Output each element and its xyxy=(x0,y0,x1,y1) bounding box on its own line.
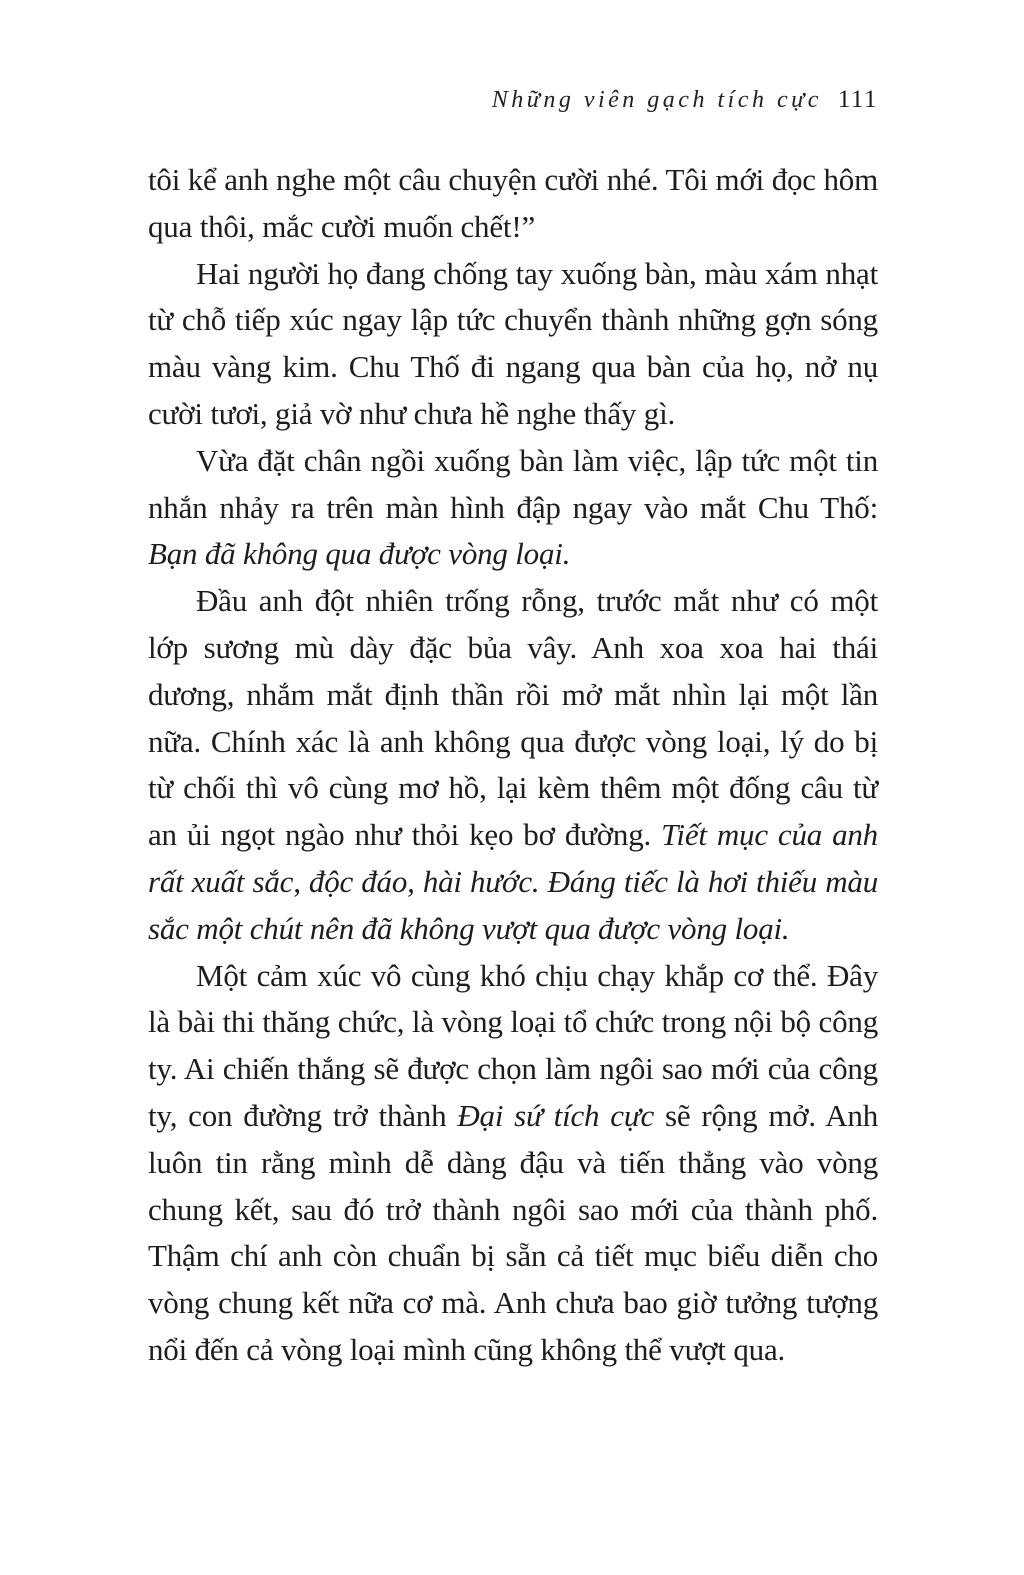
body-text xyxy=(148,157,878,1374)
text-run: Hai người họ đang chống tay xuống bàn, màu xám nhạt từ chỗ tiếp xúc ngay lập tức chuyển thành những gợn sóng màu vàng kim. Chu Thố đi ngang qua bàn của họ, nở nụ cười tươi, giả vờ như chưa hề nghe thấy gì. xyxy=(148,255,878,431)
text-run: tôi kể anh nghe một câu chuyện cười nhé. Tôi mới đọc hôm qua thôi, mắc cười muốn chết!” xyxy=(148,162,878,244)
paragraph xyxy=(148,953,878,1374)
paragraph xyxy=(148,251,878,438)
text-run-italic: Bạn đã không qua được vòng loại. xyxy=(148,536,571,572)
text-run: Một cảm xúc vô cùng khó chịu chạy khắp cơ thể. Đây là bài thi thăng chức, là vòng loại tổ chức trong nội bộ công ty. Ai chiến thắng sẽ được chọn làm ngôi sao mới của công ty, con đường trở thành xyxy=(148,957,878,1133)
running-title: Những viên gạch tích cực xyxy=(491,87,822,113)
text-run-italic: Tiết mục của anh rất xuất sắc, độc đáo, hài hước. Đáng tiếc là hơi thiếu màu sắc một chút nên đã không vượt qua được vòng loại. xyxy=(148,817,878,946)
text-run-italic: Đại sứ tích cực xyxy=(457,1097,655,1133)
paragraph xyxy=(148,438,878,578)
text-run: Đầu anh đột nhiên trống rỗng, trước mắt như có một lớp sương mù dày đặc bủa vây. Anh xoa xoa hai thái dương, nhắm mắt định thần rồi mở mắt nhìn lại một lần nữa. Chính xác là anh không qua được vòng loại, lý do bị từ chối thì vô cùng mơ hồ, lại kèm thêm một đống câu từ an ủi ngọt ngào như thỏi kẹo bơ đường. xyxy=(148,583,878,853)
text-run: sẽ rộng mở. Anh luôn tin rằng mình dễ dàng đậu và tiến thẳng vào vòng chung kết, sau đó trở thành ngôi sao mới của thành phố. Thậm chí anh còn chuẩn bị sẵn cả tiết mục biểu diễn cho vòng chung kết nữa cơ mà. Anh chưa bao giờ tưởng tượng nổi đến cả vòng loại mình cũng không thể vượt qua. xyxy=(148,1097,878,1367)
page-header xyxy=(148,86,878,114)
paragraph xyxy=(148,578,878,952)
page-number: 111 xyxy=(837,86,878,113)
text-run: Vừa đặt chân ngồi xuống bàn làm việc, lập tức một tin nhắn nhảy ra trên màn hình đập ngay vào mắt Chu Thố: xyxy=(148,442,878,525)
paragraph-continuation xyxy=(148,157,878,251)
